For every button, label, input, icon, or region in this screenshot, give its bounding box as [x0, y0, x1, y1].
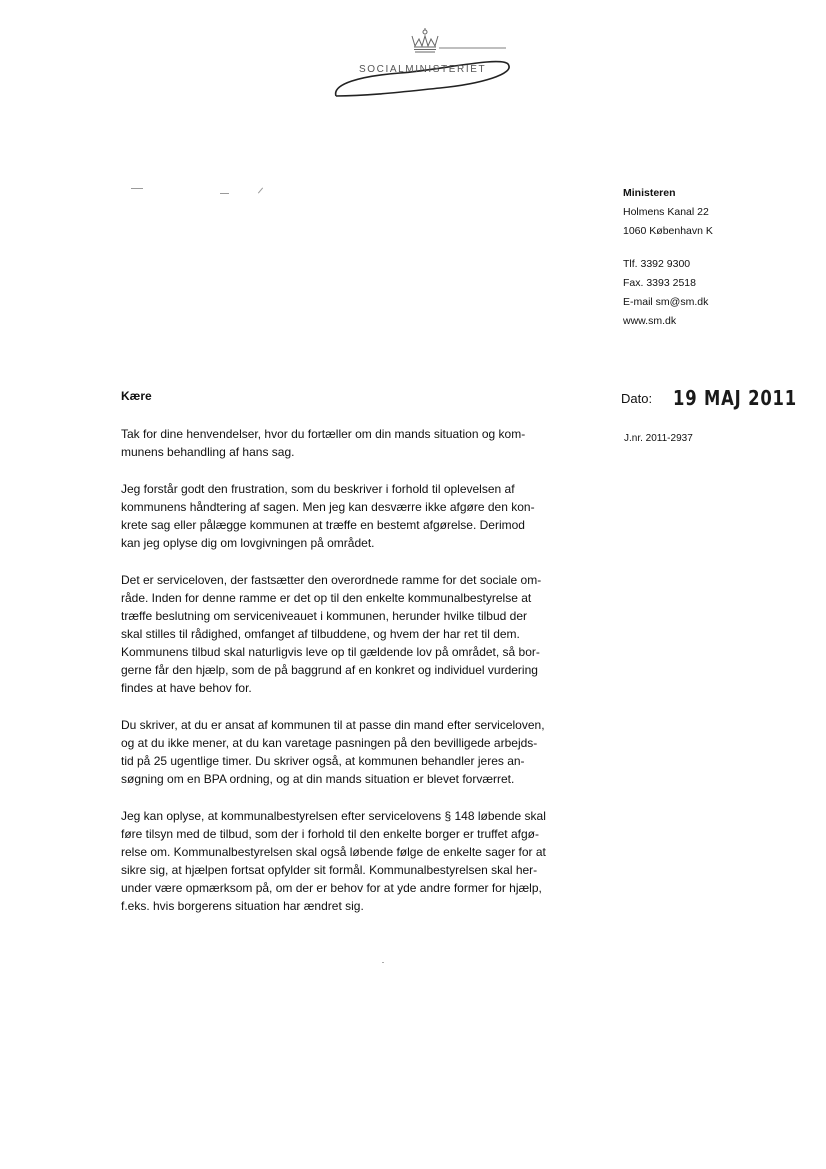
text-line: søgning om en BPA ordning, og at din mands situation er blevet forværret.	[121, 772, 515, 786]
date-stamp: 19 MAJ 2011	[672, 386, 797, 410]
text-line: tid på 25 ugentlige timer. Du skriver også, at kommunen behandler jeres an-	[121, 754, 525, 768]
salutation: Kære	[121, 389, 152, 403]
text-line: kommunens håndtering af sagen. Men jeg kan desværre ikke afgøre den kon-	[121, 500, 535, 514]
scan-artifact	[258, 187, 263, 193]
text-line: Jeg forstår godt den frustration, som du beskriver i forhold til oplevelsen af	[121, 482, 515, 496]
paragraph	[121, 480, 603, 552]
sender-email: E-mail sm@sm.dk	[623, 296, 709, 308]
text-line: krete sag eller pålægge kommunen at træffe en bestemt afgørelse. Derimod	[121, 518, 525, 532]
sender-phone: Tlf. 3392 9300	[623, 258, 691, 270]
text-line: Kommunens tilbud skal naturligvis leve op til gældende lov på området, så bor-	[121, 645, 540, 659]
paragraph	[121, 716, 603, 788]
text-line: Tak for dine henvendelser, hvor du fortæller om din mands situation og kom-	[121, 427, 526, 441]
text-line: føre tilsyn med de tilbud, som der i forhold til den enkelte borger er truffet afgø-	[121, 827, 539, 841]
ministry-logo	[330, 26, 520, 104]
text-line: gerne får den hjælp, som de på baggrund af en konkret og individuel vurdering	[121, 663, 538, 677]
text-line: sikre sig, at hjælpen fortsat opfylder sit formål. Kommunalbestyrelsen skal her-	[121, 863, 538, 877]
sender-fax: Fax. 3393 2518	[623, 277, 696, 289]
text-line: munens behandling af hans sag.	[121, 445, 295, 459]
scan-artifact	[220, 193, 229, 194]
date-label: Dato:	[621, 390, 653, 406]
scan-artifact	[131, 188, 143, 189]
ministry-name: SOCIALMINISTERIET	[359, 64, 487, 75]
text-line: findes at have behov for.	[121, 681, 252, 695]
sender-title: Ministeren	[623, 187, 676, 199]
text-line: og at du ikke mener, at du kan varetage pasningen på den bevilligede arbejds-	[121, 736, 538, 750]
text-line: relse om. Kommunalbestyrelsen skal også løbende følge de enkelte sager for at	[121, 845, 546, 859]
text-line: skal stilles til rådighed, omfanget af tilbuddene, og hvem der har ret til dem.	[121, 627, 520, 641]
text-line: f.eks. hvis borgerens situation har ændret sig.	[121, 899, 364, 913]
sender-web: www.sm.dk	[623, 315, 677, 327]
text-line: råde. Inden for denne ramme er det op til den enkelte kommunalbestyrelse at	[121, 591, 532, 605]
letter-body	[121, 425, 603, 934]
text-line: kan jeg oplyse dig om lovgivningen på området.	[121, 536, 375, 550]
sender-street: Holmens Kanal 22	[623, 206, 709, 218]
paragraph	[121, 571, 603, 697]
date-block	[621, 386, 824, 410]
sender-address-block	[623, 184, 713, 331]
text-line: Du skriver, at du er ansat af kommunen til at passe din mand efter serviceloven,	[121, 718, 545, 732]
paragraph	[121, 807, 603, 915]
journal-number: J.nr. 2011-2937	[624, 433, 693, 444]
sender-city: 1060 København K	[623, 225, 713, 237]
text-line: Det er serviceloven, der fastsætter den overordnede ramme for det sociale om-	[121, 573, 542, 587]
paragraph	[121, 425, 603, 461]
text-line: træffe beslutning om serviceniveauet i kommunen, herunder hvilke tilbud der	[121, 609, 527, 623]
text-line: Jeg kan oplyse, at kommunalbestyrelsen efter servicelovens § 148 løbende skal	[121, 809, 546, 823]
text-line: under være opmærksom på, om der er behov for at yde andre former for hjælp,	[121, 881, 542, 895]
scan-speck	[382, 962, 384, 963]
